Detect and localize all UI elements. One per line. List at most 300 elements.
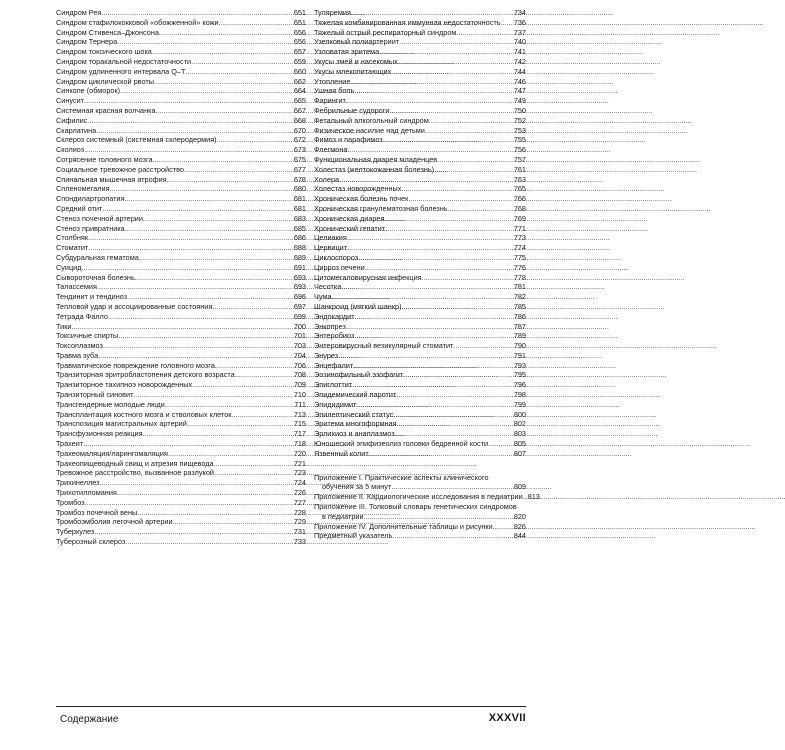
dot-leader — [88, 243, 293, 253]
toc-entry[interactable] — [56, 331, 306, 341]
appendix-entry[interactable] — [314, 502, 526, 522]
toc-entry[interactable] — [56, 86, 306, 96]
toc-entry-title: Чесотка — [314, 282, 342, 292]
toc-entry-page: 769 — [513, 213, 526, 223]
toc-entry-title: Узелковый полиартериит — [314, 37, 400, 47]
toc-entry-page: 726 — [293, 488, 306, 498]
dot-leader — [425, 126, 513, 136]
toc-entry-page: 805 — [513, 439, 526, 449]
toc-entry[interactable] — [314, 233, 526, 243]
toc-entry-page: 656 — [293, 37, 306, 47]
dot-leader — [214, 468, 293, 478]
toc-entry-page: 665 — [293, 96, 306, 106]
dot-leader — [212, 302, 293, 312]
dot-leader — [339, 175, 513, 185]
toc-entry-page: 802 — [513, 419, 526, 429]
toc-entry-title: Утопление — [314, 76, 351, 86]
toc-entry-page: 791 — [513, 350, 526, 360]
toc-entry[interactable] — [314, 28, 526, 38]
toc-entry[interactable] — [56, 96, 306, 106]
dot-leader — [139, 253, 293, 263]
toc-entry[interactable] — [56, 155, 306, 165]
dot-leader — [120, 86, 293, 96]
toc-entry[interactable] — [56, 253, 306, 263]
toc-entry[interactable] — [56, 175, 306, 185]
toc-entry-title: Тревожное расстройство, вызванное разлукой — [56, 468, 214, 478]
toc-entry-title: Чума — [314, 292, 332, 302]
toc-entry[interactable] — [314, 145, 526, 155]
appendix-page: 813 — [527, 492, 540, 502]
dot-leader — [85, 498, 293, 508]
dot-leader — [358, 253, 513, 263]
toc-entry[interactable] — [314, 184, 526, 194]
dot-leader — [422, 273, 513, 283]
toc-entry[interactable] — [314, 400, 526, 410]
toc-entry-page: 799 — [513, 399, 526, 409]
toc-entry[interactable] — [56, 361, 306, 371]
toc-entry-page: 724 — [293, 478, 306, 488]
toc-entry-title: Тромбоз — [56, 497, 85, 507]
toc-entry[interactable] — [56, 390, 306, 400]
toc-entry-page: 717 — [293, 429, 306, 439]
toc-entry[interactable] — [56, 488, 306, 498]
dot-leader — [117, 488, 293, 498]
toc-entry-title: Транзиторное тахипноэ новорожденных — [56, 380, 193, 390]
toc-entry[interactable] — [314, 331, 526, 341]
toc-entry-page: 728 — [293, 507, 306, 517]
dot-leader — [453, 341, 512, 351]
dot-leader — [133, 390, 292, 400]
toc-entry-page: 729 — [293, 517, 306, 527]
toc-entry[interactable] — [56, 135, 306, 145]
toc-entry-title: Склероз системный (системная склеродермия) — [56, 135, 217, 145]
toc-entry-title: Тендинит и тендиноз — [56, 292, 128, 302]
appendix-title-continued — [314, 482, 526, 492]
toc-entry[interactable] — [314, 214, 526, 224]
toc-entry-page: 807 — [513, 448, 526, 458]
dot-leader — [187, 419, 293, 429]
toc-entry[interactable] — [56, 224, 306, 234]
toc-entry[interactable] — [56, 498, 306, 508]
dot-leader — [501, 18, 513, 28]
toc-entry-page: 693 — [293, 272, 306, 282]
toc-entry-page: 672 — [293, 135, 306, 145]
toc-entry-title: Сколиоз — [56, 145, 85, 155]
toc-entry-title: Трихотилломания — [56, 488, 117, 498]
footer-section-label: Содержание — [60, 714, 119, 725]
toc-entry-title: Сифилис — [56, 115, 88, 125]
toc-entry-title: Скарлатина — [56, 125, 97, 135]
dot-leader — [346, 322, 513, 332]
toc-entry[interactable] — [56, 77, 306, 87]
toc-entry[interactable] — [56, 184, 306, 194]
toc-entry-page: 686 — [293, 233, 306, 243]
dot-leader — [159, 28, 293, 38]
dot-leader — [127, 292, 293, 302]
dot-leader — [184, 165, 293, 175]
dot-leader — [153, 155, 293, 165]
toc-entry[interactable] — [314, 155, 526, 165]
toc-entry[interactable] — [56, 106, 306, 116]
dot-leader — [214, 459, 293, 469]
dot-leader — [118, 331, 293, 341]
toc-entry[interactable] — [56, 302, 306, 312]
dot-leader — [393, 410, 513, 420]
toc-entry[interactable] — [56, 400, 306, 410]
toc-entry-title: Трансплантация костного мозга и стволовых клеток — [56, 409, 232, 419]
dot-leader — [137, 508, 293, 518]
toc-entry[interactable] — [314, 8, 526, 18]
toc-entry-page: 766 — [513, 194, 526, 204]
toc-entry[interactable] — [314, 204, 526, 214]
toc-entry[interactable] — [56, 341, 306, 351]
toc-entry[interactable] — [314, 322, 526, 332]
appendix-entry[interactable] — [314, 492, 540, 502]
dot-leader — [88, 233, 293, 243]
dot-leader — [392, 531, 512, 541]
toc-entry-page: 731 — [293, 527, 306, 537]
toc-entry-title: Флегмона — [314, 145, 348, 155]
toc-entry-title: Трахеомаляция/ларингомаляция — [56, 448, 168, 458]
dot-leader — [217, 135, 293, 145]
toc-entry[interactable] — [56, 508, 306, 518]
toc-entry-title: Энурез — [314, 350, 339, 360]
toc-entry[interactable] — [314, 429, 526, 439]
toc-entry[interactable] — [56, 459, 306, 469]
appendix-entry[interactable] — [314, 522, 526, 532]
toc-entry-title: Трансгендерные молодые люди — [56, 399, 165, 409]
toc-entry[interactable] — [314, 263, 526, 273]
appendix-title: Приложение III. Толковый словарь генетических синдромов — [314, 502, 517, 512]
toc-entry-title: Цитомегаловирусная инфекция — [314, 272, 422, 282]
toc-entry-page: 744 — [513, 66, 526, 76]
toc-entry[interactable] — [56, 57, 306, 67]
toc-entry[interactable] — [314, 253, 526, 263]
toc-entry-title: Синдром циклической рвоты — [56, 76, 154, 86]
toc-entry[interactable] — [56, 8, 306, 18]
toc-entry-title: Юношеский эпифизеолиз головки бедренной кости — [314, 439, 489, 449]
toc-entry-title: Сывороточная болезнь — [56, 272, 135, 282]
toc-entry-page: 741 — [513, 47, 526, 57]
toc-entry[interactable] — [56, 243, 306, 253]
toc-entry-title: Хроническая диарея — [314, 213, 385, 223]
toc-entry[interactable] — [56, 47, 306, 57]
appendix-title: Приложение II. Кардиологические исследования в педиатрии — [314, 492, 523, 502]
toc-entry[interactable] — [314, 410, 526, 420]
dot-leader — [135, 273, 293, 283]
dot-leader — [448, 204, 513, 214]
appendix-title: Предметный указатель — [314, 531, 393, 541]
toc-entry[interactable] — [56, 322, 306, 332]
toc-entry[interactable] — [56, 37, 306, 47]
dot-leader — [125, 537, 293, 547]
toc-entry-title: Синдром торакальной недостаточности — [56, 56, 192, 66]
toc-entry-title: Эозинофильный эзофагит — [314, 370, 404, 380]
toc-entry-page: 753 — [513, 125, 526, 135]
toc-entry-title: Эндокардит — [314, 311, 355, 321]
toc-entry-title: Синдром удлиненного интервала Q–T — [56, 66, 186, 76]
toc-entry[interactable] — [314, 37, 526, 47]
appendix-entry[interactable] — [314, 473, 526, 493]
toc-entry-page: 696 — [293, 292, 306, 302]
toc-entry[interactable] — [56, 116, 306, 126]
toc-entry-title: Хроническая болезнь почек — [314, 194, 409, 204]
dot-leader — [341, 282, 513, 292]
toc-entry[interactable] — [314, 57, 526, 67]
toc-entry-page: 662 — [293, 76, 306, 86]
dot-leader — [346, 96, 513, 106]
toc-entry-title: Целиакия — [314, 233, 347, 243]
toc-entry[interactable] — [56, 28, 306, 38]
toc-entry-page: 711 — [294, 399, 306, 409]
toc-entry[interactable] — [314, 106, 526, 116]
toc-entry-title: Синдром стафилококковой «обожженной» кожи — [56, 17, 219, 27]
toc-entry-page: 670 — [293, 125, 306, 135]
dot-leader — [488, 439, 513, 449]
toc-entry-title: Сотрясение головного мозга — [56, 154, 153, 164]
toc-entry[interactable] — [56, 282, 306, 292]
toc-entry-title: Трансфузионная реакция — [56, 429, 143, 439]
toc-entry-title: Эпилептический статус — [314, 409, 394, 419]
toc-entry[interactable] — [314, 390, 526, 400]
toc-entry-page: 701 — [293, 331, 306, 341]
toc-entry[interactable] — [314, 224, 526, 234]
toc-entry[interactable] — [314, 380, 526, 390]
toc-entry-title: Токсоплазмоз — [56, 341, 103, 351]
toc-entry-page: 667 — [293, 105, 306, 115]
toc-entry[interactable] — [314, 194, 526, 204]
dot-leader — [332, 292, 513, 302]
toc-entry-page: 688 — [293, 243, 306, 253]
toc-entry-title: Тетрада Фалло — [56, 311, 108, 321]
dot-leader — [156, 106, 293, 116]
toc-entry-page: 756 — [513, 145, 526, 155]
toc-entry[interactable] — [56, 312, 306, 322]
toc-entry-page: 656 — [293, 27, 306, 37]
toc-entry[interactable] — [56, 145, 306, 155]
toc-entry[interactable] — [314, 126, 526, 136]
toc-entry-page: 706 — [293, 360, 306, 370]
dot-leader — [94, 527, 293, 537]
toc-entry[interactable] — [314, 370, 526, 380]
toc-entry[interactable] — [314, 67, 526, 77]
toc-entry[interactable] — [314, 77, 526, 87]
toc-entry-page: 683 — [293, 213, 306, 223]
dot-leader — [100, 478, 293, 488]
dot-leader — [456, 28, 512, 38]
dot-leader — [354, 331, 513, 341]
dot-leader — [191, 57, 293, 67]
toc-entry-title: Транзиторная эритробластопения детского возраста — [56, 370, 235, 380]
toc-entry-page: 721 — [293, 458, 306, 468]
dot-leader — [143, 214, 293, 224]
dot-leader — [365, 263, 513, 273]
dot-leader — [338, 351, 513, 361]
toc-entry-title: Фетальный алкогольный синдром — [314, 115, 429, 125]
toc-entry[interactable] — [56, 204, 306, 214]
dot-leader — [347, 243, 513, 253]
toc-entry-page: 673 — [293, 145, 306, 155]
toc-entry[interactable] — [56, 194, 306, 204]
toc-entry-title: Субдуральная гематома — [56, 252, 139, 262]
toc-entry-page: 691 — [293, 262, 306, 272]
toc-entry[interactable] — [314, 361, 526, 371]
toc-entry[interactable] — [56, 126, 306, 136]
dot-leader — [384, 214, 512, 224]
toc-entry-page: 761 — [513, 164, 526, 174]
dot-leader — [434, 165, 513, 175]
toc-entry[interactable] — [56, 449, 306, 459]
toc-entry[interactable] — [314, 292, 526, 302]
appendix-entry[interactable] — [314, 531, 526, 541]
toc-entry[interactable] — [314, 449, 526, 459]
toc-entry[interactable] — [56, 370, 306, 380]
toc-entry-page: 736 — [513, 17, 526, 27]
toc-entry[interactable] — [314, 47, 526, 57]
toc-right-column — [314, 8, 540, 541]
dot-leader — [152, 47, 293, 57]
toc-entry[interactable] — [56, 410, 306, 420]
toc-entry-title: Узловатая эритема — [314, 47, 380, 57]
toc-entry-title: Спленомегалия — [56, 184, 110, 194]
toc-entry[interactable] — [56, 292, 306, 302]
appendix-page: 826 — [513, 521, 526, 531]
dot-leader — [356, 400, 512, 410]
dot-leader — [399, 37, 513, 47]
dot-leader — [429, 116, 513, 126]
toc-entry-title: Туберкулез — [56, 527, 95, 537]
dot-leader — [383, 135, 513, 145]
appendix-title: Приложение IV. Дополнительные таблицы и рисунки — [314, 521, 493, 531]
toc-entry-title: Синдром токсического шока — [56, 47, 152, 57]
toc-entry[interactable] — [314, 116, 526, 126]
toc-entry[interactable] — [56, 214, 306, 224]
toc-entry[interactable] — [56, 429, 306, 439]
toc-entry[interactable] — [314, 419, 526, 429]
toc-entry[interactable] — [56, 478, 306, 488]
dot-leader — [125, 194, 293, 204]
toc-entry[interactable] — [56, 419, 306, 429]
dot-leader — [369, 449, 513, 459]
toc-entry[interactable] — [314, 273, 526, 283]
toc-entry-page: 757 — [513, 154, 526, 164]
toc-entry[interactable] — [314, 302, 526, 312]
toc-entry-page: 664 — [293, 86, 306, 96]
toc-entry[interactable] — [56, 233, 306, 243]
toc-entry-title: Столбняк — [56, 233, 89, 243]
toc-entry-title: Холестаз новорожденных — [314, 184, 402, 194]
toc-entry-page: 795 — [513, 370, 526, 380]
toc-entry-page: 763 — [513, 174, 526, 184]
toc-entry[interactable] — [56, 165, 306, 175]
toc-entry[interactable] — [56, 537, 306, 547]
toc-entry-page: 681 — [293, 203, 306, 213]
toc-entry[interactable] — [314, 282, 526, 292]
toc-entry[interactable] — [314, 86, 526, 96]
toc-entry-page: 737 — [513, 27, 526, 37]
toc-entry[interactable] — [314, 165, 526, 175]
dot-leader — [379, 47, 513, 57]
appendix-list — [314, 472, 540, 542]
toc-entry[interactable] — [314, 341, 526, 351]
toc-entry-page: 699 — [293, 311, 306, 321]
toc-entry[interactable] — [314, 351, 526, 361]
toc-entry-page: 677 — [293, 164, 306, 174]
dot-leader — [351, 8, 513, 18]
toc-entry[interactable] — [56, 67, 306, 77]
toc-entry[interactable] — [56, 380, 306, 390]
toc-entry[interactable] — [314, 18, 526, 28]
toc-entry-page: 790 — [513, 341, 526, 351]
toc-entry-title: Холестаз (желтокожанная болезнь) — [314, 164, 435, 174]
toc-entry-title: Стеноз привратника — [56, 223, 125, 233]
toc-entry-page: 787 — [513, 321, 526, 331]
toc-entry-title: Эпиглоттит — [314, 380, 353, 390]
toc-entry-page: 747 — [513, 86, 526, 96]
toc-entry-page: 755 — [513, 135, 526, 145]
toc-entry-title: Энцефалит — [314, 360, 354, 370]
toc-entry-page: 773 — [513, 233, 526, 243]
toc-entry-title: Туберозный склероз — [56, 537, 126, 547]
toc-entry[interactable] — [56, 273, 306, 283]
toc-entry-title: Эпидидимит — [314, 399, 357, 409]
toc-entry[interactable] — [314, 135, 526, 145]
dot-leader — [398, 57, 513, 67]
toc-entry-title: Социальное тревожное расстройство — [56, 164, 184, 174]
toc-entry[interactable] — [314, 312, 526, 322]
toc-entry-title: Функциональная диарея младенцев — [314, 154, 438, 164]
toc-entry[interactable] — [56, 439, 306, 449]
toc-entry-title: Талассемия — [56, 282, 97, 292]
dot-leader — [125, 224, 293, 234]
dot-leader — [347, 145, 512, 155]
toc-entry[interactable] — [56, 263, 306, 273]
toc-entry-page: 651 — [293, 17, 306, 27]
toc-entry[interactable] — [56, 468, 306, 478]
dot-leader — [98, 351, 293, 361]
dot-leader — [102, 204, 292, 214]
toc-entry-page: 782 — [513, 292, 526, 302]
toc-entry-title: Эпидемический паротит — [314, 390, 397, 400]
toc-entry[interactable] — [314, 96, 526, 106]
toc-entry[interactable] — [314, 439, 526, 449]
toc-entry[interactable] — [314, 243, 526, 253]
toc-entry-title: Энтеровирусный везикулярный стоматит — [314, 341, 454, 351]
toc-entry[interactable] — [56, 18, 306, 28]
toc-entry-page: 723 — [293, 468, 306, 478]
toc-entry-page: 678 — [293, 174, 306, 184]
dot-leader — [389, 106, 512, 116]
toc-entry-page: 749 — [513, 96, 526, 106]
dot-leader — [396, 390, 513, 400]
toc-entry[interactable] — [314, 175, 526, 185]
dot-leader — [154, 77, 293, 87]
toc-entry-page: 685 — [293, 223, 306, 233]
toc-entry-title: Синдром Стивенса–Джонсона — [56, 27, 159, 37]
appendix-title: Приложение I. Практические аспекты клинического — [314, 472, 489, 482]
toc-entry-title: Токсичные спирты — [56, 331, 119, 341]
dot-leader — [402, 302, 513, 312]
toc-entry[interactable] — [56, 517, 306, 527]
dot-leader — [350, 77, 512, 87]
toc-entry[interactable] — [56, 527, 306, 537]
dot-leader — [437, 155, 513, 165]
toc-entry-title: Стеноз почечной артерии — [56, 213, 143, 223]
dot-leader — [355, 312, 513, 322]
dot-leader — [397, 419, 513, 429]
toc-entry[interactable] — [56, 351, 306, 361]
toc-entry-page: 774 — [513, 243, 526, 253]
